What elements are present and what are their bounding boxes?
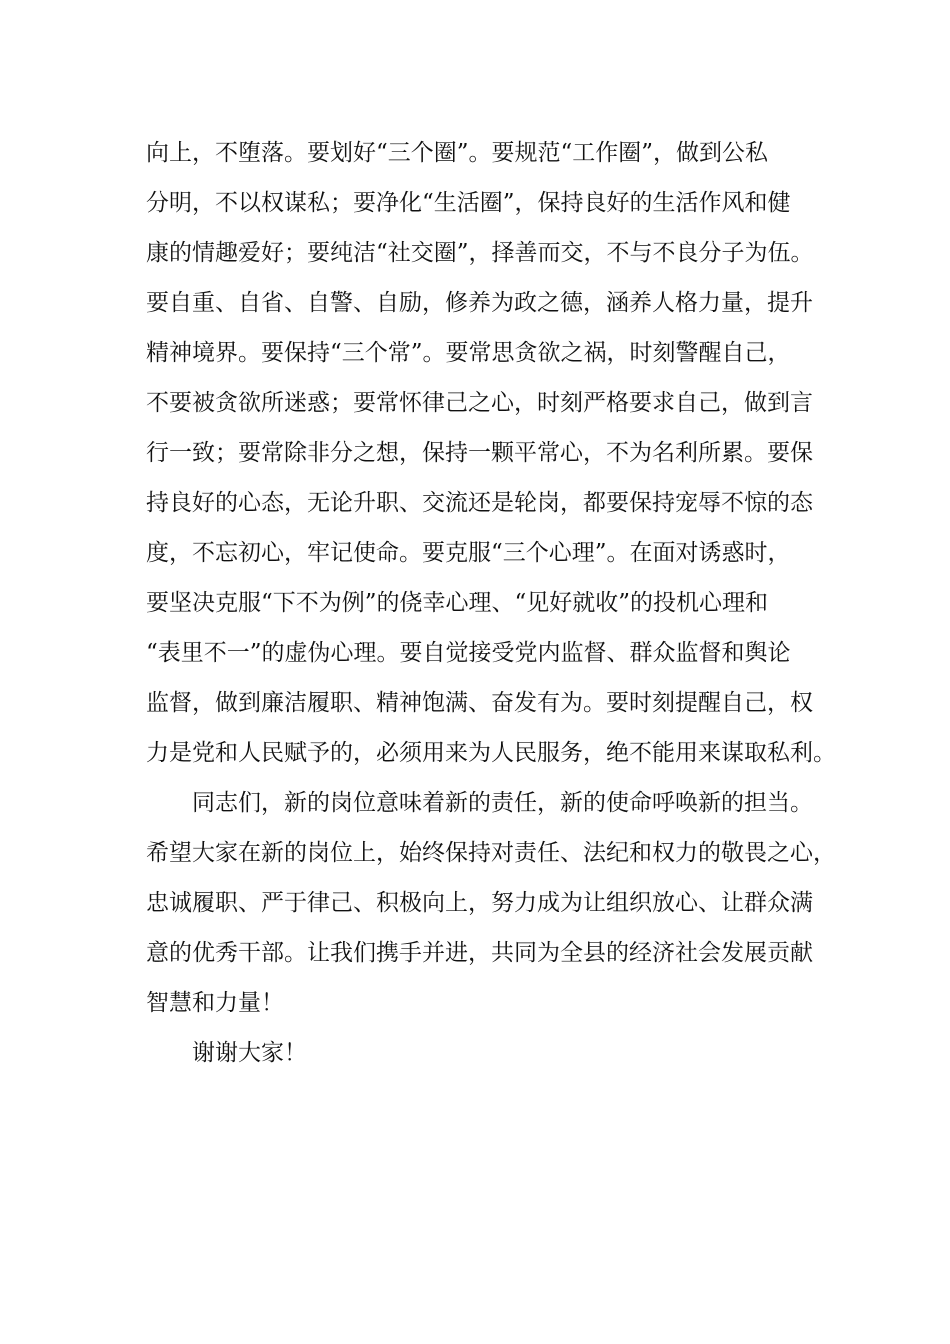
text-line: 行一致；要常除非分之想，保持一颗平常心，不为名利所累。要保 xyxy=(146,440,813,466)
text-line: 不要被贪欲所迷惑；要常怀律己之心，时刻严格要求自己，做到言 xyxy=(146,390,813,416)
text-line: 精神境界。要保持“三个常”。要常思贪欲之祸，时刻警醒自己， xyxy=(146,340,791,366)
paragraph-start-line: 同志们，新的岗位意味着新的责任，新的使命呼唤新的担当。 xyxy=(146,790,813,816)
text-line: 康的情趣爱好；要纯洁“社交圈”，择善而交，不与不良分子为伍。 xyxy=(146,240,814,266)
text-line: 向上，不堕落。要划好“三个圈”。要规范“工作圈”，做到公私 xyxy=(146,140,769,166)
text-line: 度，不忘初心，牢记使命。要克服“三个心理”。在面对诱惑时， xyxy=(146,540,791,566)
text-line: 持良好的心态，无论升职、交流还是轮岗，都要保持宠辱不惊的态 xyxy=(146,490,813,516)
closing-line: 谢谢大家！ xyxy=(146,1040,307,1066)
text-line: 要自重、自省、自警、自励，修养为政之德，涵养人格力量，提升 xyxy=(146,290,813,316)
text-line: 分明，不以权谋私；要净化“生活圈”，保持良好的生活作风和健 xyxy=(146,190,791,216)
text-line: 忠诚履职、严于律己、积极向上，努力成为让组织放心、让群众满 xyxy=(146,890,813,916)
text-line: 智慧和力量！ xyxy=(146,990,284,1016)
text-line: 力是党和人民赋予的，必须用来为人民服务，绝不能用来谋取私利。 xyxy=(146,740,836,766)
document-body xyxy=(146,128,836,1078)
text-line: 希望大家在新的岗位上，始终保持对责任、法纪和权力的敬畏之心， xyxy=(146,840,836,866)
text-line: “表里不一”的虚伪心理。要自觉接受党内监督、群众监督和舆论 xyxy=(146,640,791,666)
text-line: 意的优秀干部。让我们携手并进，共同为全县的经济社会发展贡献 xyxy=(146,940,813,966)
text-line: 要坚决克服“下不为例”的侥幸心理、“见好就收”的投机心理和 xyxy=(146,590,769,616)
text-line: 监督，做到廉洁履职、精神饱满、奋发有为。要时刻提醒自己，权 xyxy=(146,690,813,716)
